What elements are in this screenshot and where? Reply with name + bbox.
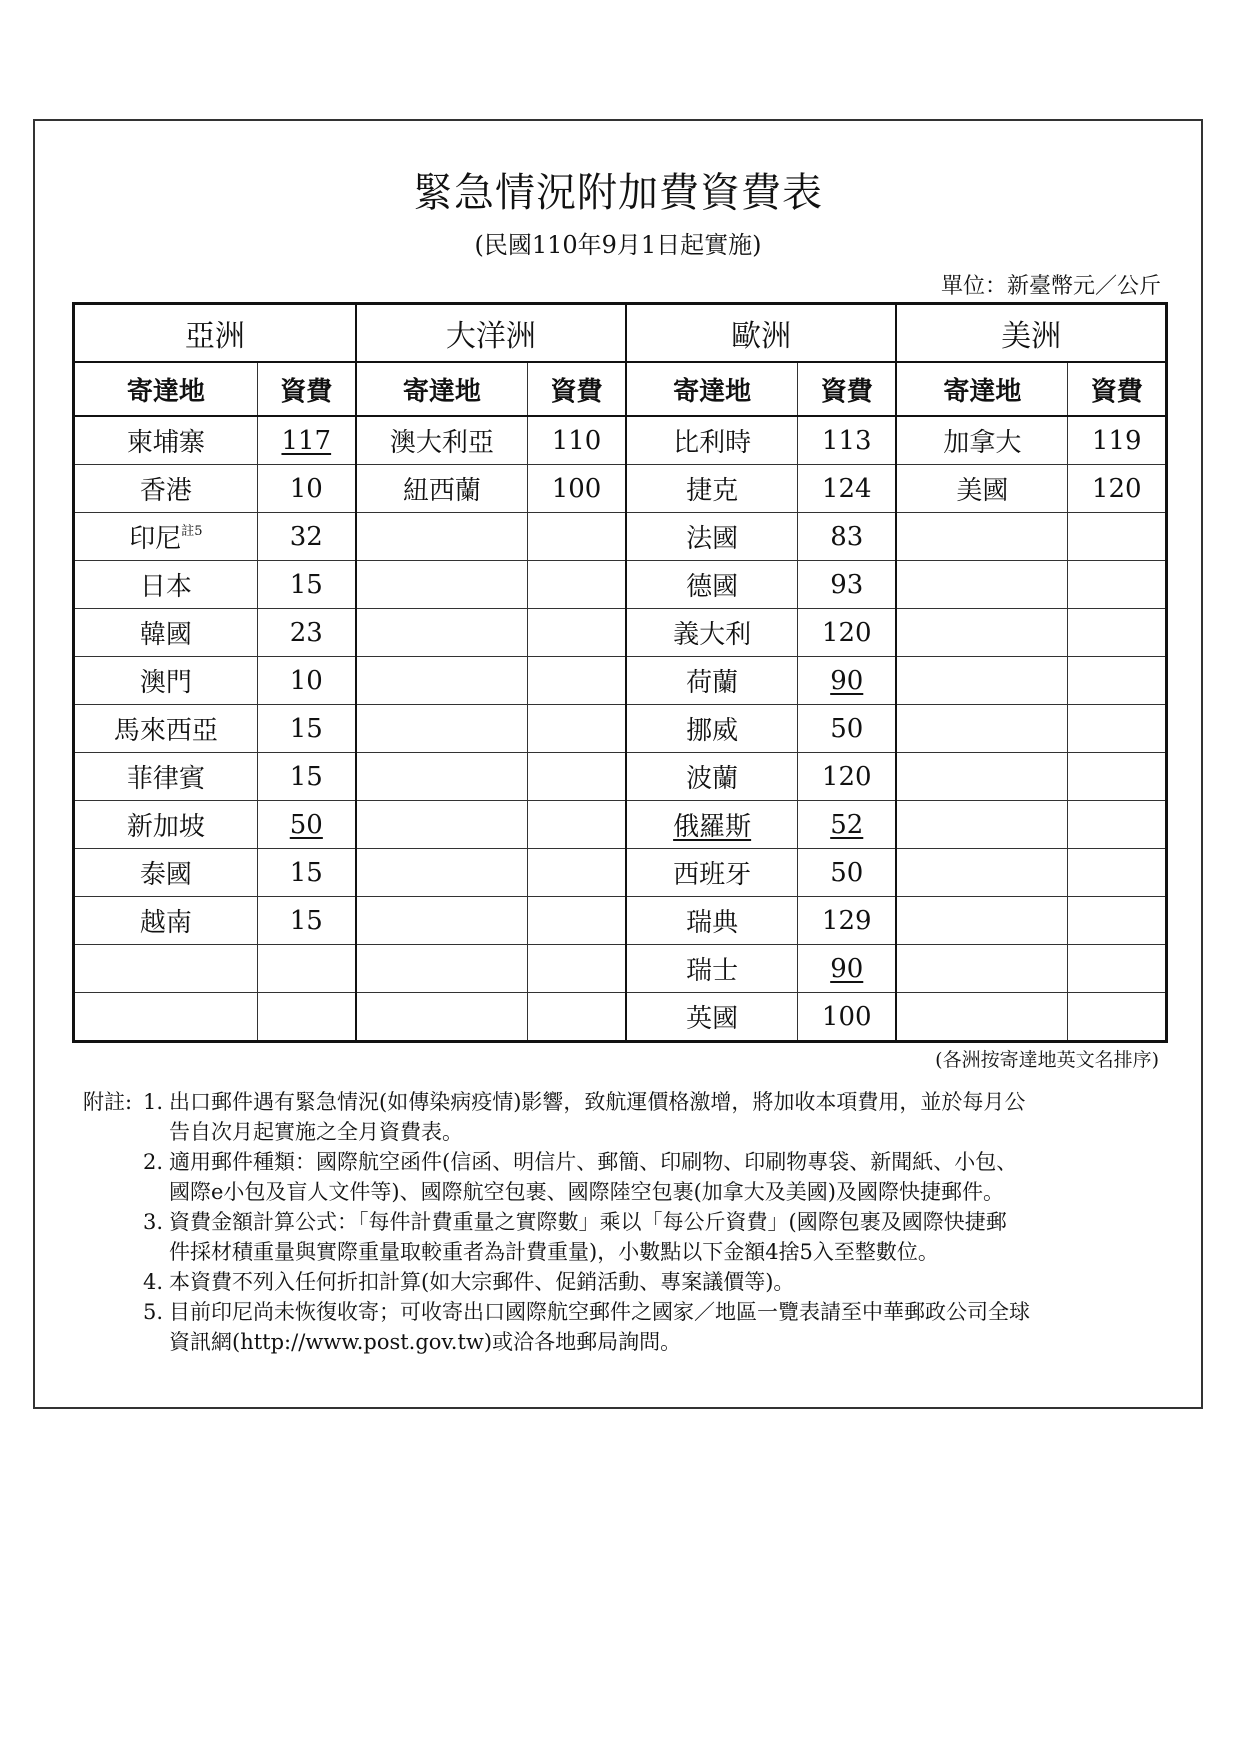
region-header: 美洲 bbox=[896, 304, 1166, 363]
fee-cell bbox=[528, 416, 626, 465]
destination-cell bbox=[74, 849, 258, 897]
fee-value: 52 bbox=[830, 809, 864, 840]
fee-column-header: 資費 bbox=[257, 362, 355, 416]
destination-name: 越南 bbox=[139, 908, 192, 938]
fee-cell bbox=[257, 609, 355, 657]
region-header: 歐洲 bbox=[626, 304, 896, 363]
note-number: 4. bbox=[143, 1270, 164, 1294]
destination-cell bbox=[356, 849, 528, 897]
table-row bbox=[74, 849, 1167, 897]
table-row bbox=[74, 753, 1167, 801]
fee-cell bbox=[798, 513, 896, 561]
note-text bbox=[169, 1147, 1169, 1207]
destination-cell bbox=[356, 801, 528, 849]
fee-value: 10 bbox=[289, 473, 323, 504]
destination-name: 韓國 bbox=[139, 620, 192, 650]
fee-value: 93 bbox=[830, 569, 864, 600]
destination-cell bbox=[896, 897, 1068, 945]
destination-name: 俄羅斯 bbox=[673, 812, 752, 842]
destination-column-header: 寄達地 bbox=[74, 362, 258, 416]
destination-name: 瑞士 bbox=[686, 956, 739, 986]
destination-name: 澳大利亞 bbox=[389, 428, 494, 458]
note-line: 適用郵件種類：國際航空函件(信函、明信片、郵簡、印刷物、印刷物專袋、新聞紙、小包、 bbox=[169, 1150, 1018, 1174]
note-text bbox=[169, 1267, 1169, 1297]
fee-value: 124 bbox=[821, 473, 872, 504]
destination-cell bbox=[626, 753, 798, 801]
destination-cell bbox=[356, 465, 528, 513]
destination-name: 菲律賓 bbox=[126, 764, 205, 794]
destination-cell bbox=[74, 657, 258, 705]
fee-column-header: 資費 bbox=[528, 362, 626, 416]
destination-cell bbox=[896, 753, 1068, 801]
note-line: 資訊網(http://www.post.gov.tw)或洽各地郵局詢問。 bbox=[169, 1330, 682, 1354]
destination-name: 比利時 bbox=[673, 428, 752, 458]
table-row bbox=[74, 897, 1167, 945]
fee-cell bbox=[257, 993, 355, 1042]
table-row bbox=[74, 945, 1167, 993]
fee-cell bbox=[1068, 849, 1167, 897]
fee-cell bbox=[528, 657, 626, 705]
note-number: 2. bbox=[143, 1150, 164, 1174]
fee-cell bbox=[798, 609, 896, 657]
destination-name: 西班牙 bbox=[673, 860, 752, 890]
fee-column-header: 資費 bbox=[1068, 362, 1167, 416]
destination-cell bbox=[896, 849, 1068, 897]
fee-cell bbox=[798, 753, 896, 801]
fee-cell bbox=[1068, 657, 1167, 705]
note-text bbox=[169, 1087, 1169, 1147]
destination-name: 馬來西亞 bbox=[113, 716, 218, 746]
fee-cell bbox=[798, 849, 896, 897]
destination-name: 柬埔寨 bbox=[126, 428, 205, 458]
table-row bbox=[74, 465, 1167, 513]
note-line: 件採材積重量與實際重量取較重者為計費重量)，小數點以下金額4捨5入至整數位。 bbox=[169, 1240, 939, 1264]
fee-cell bbox=[1068, 993, 1167, 1042]
destination-name: 德國 bbox=[686, 572, 739, 602]
destination-cell bbox=[896, 609, 1068, 657]
destination-cell bbox=[356, 897, 528, 945]
destination-cell bbox=[896, 705, 1068, 753]
fee-cell bbox=[798, 561, 896, 609]
note-line: 目前印尼尚未恢復收寄；可收寄出口國際航空郵件之國家／地區一覽表請至中華郵政公司全球 bbox=[169, 1300, 1030, 1324]
destination-name: 英國 bbox=[686, 1004, 739, 1034]
destination-cell bbox=[626, 657, 798, 705]
fee-cell bbox=[528, 801, 626, 849]
fee-value: 10 bbox=[289, 665, 323, 696]
fee-cell bbox=[257, 416, 355, 465]
note-line: 資費金額計算公式：「每件計費重量之實際數」乘以「每公斤資費」(國際包裹及國際快捷郵 bbox=[169, 1210, 1007, 1234]
destination-name: 印尼 bbox=[129, 524, 182, 554]
destination-name: 美國 bbox=[956, 476, 1009, 506]
table-row bbox=[74, 513, 1167, 561]
fee-value: 15 bbox=[289, 569, 323, 600]
fee-cell bbox=[528, 465, 626, 513]
destination-cell bbox=[356, 705, 528, 753]
destination-cell bbox=[626, 801, 798, 849]
fee-value: 100 bbox=[551, 473, 602, 504]
fee-value: 90 bbox=[830, 665, 864, 696]
destination-name: 日本 bbox=[139, 572, 192, 602]
destination-cell bbox=[356, 561, 528, 609]
destination-cell bbox=[626, 513, 798, 561]
fee-cell bbox=[528, 945, 626, 993]
notes-label: 附註: bbox=[83, 1090, 133, 1114]
destination-cell bbox=[74, 513, 258, 561]
destination-cell bbox=[74, 945, 258, 993]
fee-cell bbox=[1068, 753, 1167, 801]
fee-value: 15 bbox=[289, 761, 323, 792]
fee-cell bbox=[257, 801, 355, 849]
destination-cell bbox=[356, 945, 528, 993]
footnote-marker: 註5 bbox=[181, 524, 203, 539]
destination-cell bbox=[356, 657, 528, 705]
fee-cell bbox=[798, 801, 896, 849]
fee-value: 113 bbox=[821, 425, 872, 456]
table-row bbox=[74, 801, 1167, 849]
destination-cell bbox=[74, 465, 258, 513]
fee-value: 15 bbox=[289, 905, 323, 936]
fee-value: 129 bbox=[821, 905, 872, 936]
table-row bbox=[74, 657, 1167, 705]
destination-cell bbox=[74, 416, 258, 465]
fee-value: 119 bbox=[1091, 425, 1142, 456]
rate-table bbox=[72, 302, 1168, 1043]
destination-cell bbox=[74, 753, 258, 801]
destination-cell bbox=[74, 705, 258, 753]
destination-cell bbox=[896, 945, 1068, 993]
destination-name: 泰國 bbox=[139, 860, 192, 890]
fee-value: 120 bbox=[821, 617, 872, 648]
column-header-row bbox=[74, 362, 1167, 416]
destination-cell bbox=[356, 416, 528, 465]
destination-cell bbox=[626, 465, 798, 513]
fee-cell bbox=[257, 657, 355, 705]
fee-cell bbox=[528, 609, 626, 657]
fee-value: 100 bbox=[821, 1001, 872, 1032]
destination-cell bbox=[74, 561, 258, 609]
destination-cell bbox=[626, 993, 798, 1042]
destination-name: 法國 bbox=[686, 524, 739, 554]
fee-value: 120 bbox=[1091, 473, 1142, 504]
destination-cell bbox=[896, 561, 1068, 609]
note-line: 國際e小包及盲人文件等)、國際航空包裹、國際陸空包裹(加拿大及美國)及國際快捷郵件。 bbox=[169, 1180, 1005, 1204]
fee-value: 90 bbox=[830, 953, 864, 984]
destination-cell bbox=[356, 753, 528, 801]
destination-cell bbox=[74, 897, 258, 945]
fee-value: 50 bbox=[289, 809, 323, 840]
fee-column-header: 資費 bbox=[798, 362, 896, 416]
fee-cell bbox=[257, 513, 355, 561]
fee-value: 32 bbox=[289, 521, 323, 552]
fee-cell bbox=[528, 897, 626, 945]
fee-cell bbox=[798, 465, 896, 513]
fee-cell bbox=[528, 993, 626, 1042]
fee-cell bbox=[257, 753, 355, 801]
page-title: 緊急情況附加費資費表 bbox=[413, 170, 823, 216]
page-subtitle: (民國110年9月1日起實施) bbox=[474, 231, 762, 259]
destination-cell bbox=[626, 561, 798, 609]
destination-cell bbox=[356, 609, 528, 657]
fee-cell bbox=[528, 753, 626, 801]
region-header: 大洋洲 bbox=[356, 304, 626, 363]
destination-cell bbox=[896, 993, 1068, 1042]
destination-column-header: 寄達地 bbox=[356, 362, 528, 416]
destination-cell bbox=[74, 609, 258, 657]
note-text bbox=[169, 1297, 1169, 1357]
fee-cell bbox=[257, 561, 355, 609]
note-number: 5. bbox=[143, 1300, 164, 1324]
fee-value: 83 bbox=[830, 521, 864, 552]
note-line: 出口郵件遇有緊急情況(如傳染病疫情)影響，致航運價格激增，將加收本項費用，並於每月公 bbox=[169, 1090, 1026, 1114]
fee-value: 15 bbox=[289, 713, 323, 744]
fee-cell bbox=[798, 657, 896, 705]
fee-value: 50 bbox=[830, 857, 864, 888]
destination-cell bbox=[896, 416, 1068, 465]
fee-value: 110 bbox=[551, 425, 602, 456]
fee-cell bbox=[1068, 416, 1167, 465]
fee-cell bbox=[1068, 465, 1167, 513]
destination-cell bbox=[74, 993, 258, 1042]
fee-cell bbox=[798, 993, 896, 1042]
fee-cell bbox=[1068, 705, 1167, 753]
destination-cell bbox=[626, 705, 798, 753]
destination-cell bbox=[626, 897, 798, 945]
region-header: 亞洲 bbox=[74, 304, 356, 363]
destination-cell bbox=[626, 945, 798, 993]
fee-cell bbox=[257, 465, 355, 513]
document-frame bbox=[33, 119, 1203, 1409]
fee-cell bbox=[1068, 801, 1167, 849]
destination-name: 波蘭 bbox=[686, 764, 739, 794]
fee-cell bbox=[528, 705, 626, 753]
fee-value: 15 bbox=[289, 857, 323, 888]
table-row bbox=[74, 561, 1167, 609]
table-row bbox=[74, 705, 1167, 753]
table-row bbox=[74, 416, 1167, 465]
fee-cell bbox=[257, 705, 355, 753]
destination-cell bbox=[896, 465, 1068, 513]
destination-name: 荷蘭 bbox=[686, 668, 739, 698]
destination-name: 澳門 bbox=[139, 668, 192, 698]
fee-cell bbox=[1068, 897, 1167, 945]
fee-cell bbox=[1068, 513, 1167, 561]
rate-table-body bbox=[74, 304, 1167, 1042]
destination-cell bbox=[626, 609, 798, 657]
note-line: 告自次月起實施之全月資費表。 bbox=[169, 1120, 463, 1144]
destination-column-header: 寄達地 bbox=[896, 362, 1068, 416]
fee-cell bbox=[257, 849, 355, 897]
destination-cell bbox=[896, 657, 1068, 705]
fee-cell bbox=[1068, 609, 1167, 657]
fee-value: 120 bbox=[821, 761, 872, 792]
destination-name: 加拿大 bbox=[943, 428, 1022, 458]
destination-name: 義大利 bbox=[673, 620, 752, 650]
destination-cell bbox=[896, 513, 1068, 561]
fee-cell bbox=[798, 416, 896, 465]
region-header-row bbox=[74, 304, 1167, 363]
sort-note: (各洲按寄達地英文名排序) bbox=[935, 1049, 1159, 1071]
destination-name: 新加坡 bbox=[126, 812, 205, 842]
destination-name: 挪威 bbox=[686, 716, 739, 746]
note-number: 3. bbox=[143, 1210, 164, 1234]
fee-cell bbox=[257, 945, 355, 993]
fee-cell bbox=[798, 945, 896, 993]
table-row bbox=[74, 993, 1167, 1042]
table-row bbox=[74, 609, 1167, 657]
fee-value: 50 bbox=[830, 713, 864, 744]
destination-name: 瑞典 bbox=[686, 908, 739, 938]
destination-cell bbox=[626, 416, 798, 465]
fee-cell bbox=[798, 897, 896, 945]
note-line: 本資費不列入任何折扣計算(如大宗郵件、促銷活動、專案議價等)。 bbox=[169, 1270, 795, 1294]
destination-cell bbox=[74, 801, 258, 849]
note-number: 1. bbox=[143, 1090, 164, 1114]
destination-cell bbox=[896, 801, 1068, 849]
destination-name: 香港 bbox=[139, 476, 192, 506]
fee-cell bbox=[798, 705, 896, 753]
fee-cell bbox=[257, 897, 355, 945]
fee-cell bbox=[528, 513, 626, 561]
fee-value: 23 bbox=[289, 617, 323, 648]
destination-cell bbox=[356, 993, 528, 1042]
fee-cell bbox=[528, 561, 626, 609]
fee-cell bbox=[1068, 945, 1167, 993]
fee-cell bbox=[1068, 561, 1167, 609]
fee-cell bbox=[528, 849, 626, 897]
destination-name: 捷克 bbox=[686, 476, 739, 506]
destination-column-header: 寄達地 bbox=[626, 362, 798, 416]
destination-name: 紐西蘭 bbox=[402, 476, 481, 506]
note-text bbox=[169, 1207, 1169, 1267]
destination-cell bbox=[626, 849, 798, 897]
destination-cell bbox=[356, 513, 528, 561]
fee-value: 117 bbox=[281, 425, 332, 456]
unit-label: 單位：新臺幣元／公斤 bbox=[940, 274, 1161, 299]
